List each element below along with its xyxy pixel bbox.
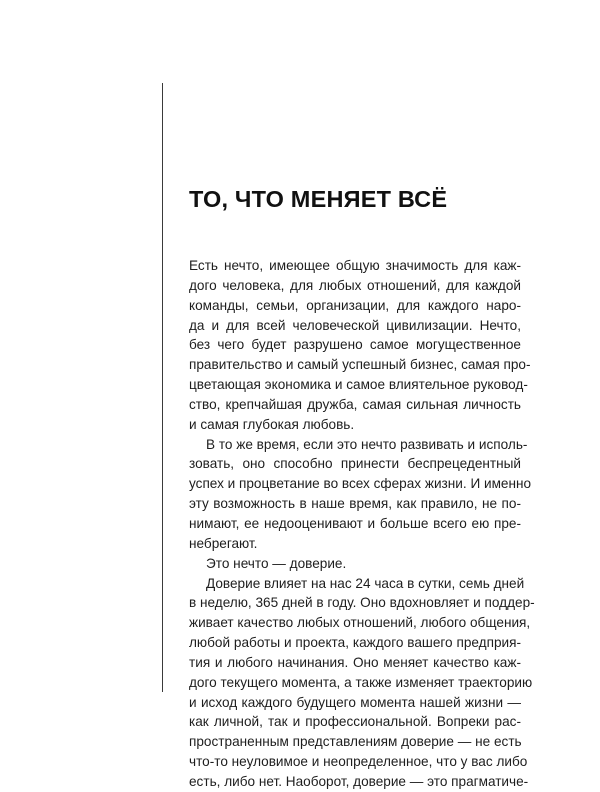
text-line: и самая глубокая любовь. <box>189 416 355 432</box>
text-line: тия и любого начинания. Оно меняет качество каж- <box>189 654 521 670</box>
text-line: дого человека, для любых отношений, для каждой <box>189 277 521 293</box>
chapter-body <box>189 256 535 792</box>
text-line: команды, семьи, организации, для каждого наро- <box>189 297 521 313</box>
text-line: пространенным представлениям доверие — не есть <box>189 734 522 750</box>
text-line: любой работы и проекта, каждого вашего предприя- <box>189 635 521 651</box>
text-line: без чего будет разрушено самое могущественное <box>189 337 521 353</box>
text-line: ство, крепчайшая дружба, самая сильная личность <box>189 396 521 412</box>
text-line: Есть нечто, имеющее общую значимость для каж- <box>189 258 521 273</box>
text-line: что-то неуловимое и неопределенное, что у вас либо <box>189 754 528 770</box>
text-line: дого текущего момента, а также изменяет траекторию <box>189 674 533 690</box>
text-line: да и для всей человеческой цивилизации. Нечто, <box>189 317 521 333</box>
text-line: нимают, ее недооценивают и больше всего ею пре- <box>189 515 521 531</box>
text-line: и исход каждого будущего момента нашей жизни — <box>189 694 521 710</box>
text-line: цветающая экономика и самое влиятельное руковод- <box>189 377 528 393</box>
text-line: зовать, оно способно принести беспрецедентный <box>189 456 521 472</box>
text-line: В то же время, если это нечто развивать и исполь- <box>206 436 528 452</box>
text-line: Это нечто — доверие. <box>206 555 347 571</box>
text-line: небрегают. <box>189 535 258 551</box>
text-line: эту возможность в наше время, как правило, не по- <box>189 496 521 512</box>
text-line: в неделю, 365 дней в году. Оно вдохновляет и поддер- <box>189 595 535 611</box>
chapter-title: ТО, ЧТО МЕНЯЕТ ВСЁ <box>189 186 448 212</box>
text-line: правительство и самый успешный бизнес, самая про- <box>189 357 531 373</box>
text-line: Доверие влияет на нас 24 часа в сутки, семь дней <box>206 575 525 591</box>
text-line: живает качество любых отношений, любого общения, <box>189 615 531 631</box>
text-line: как личной, так и профессиональной. Вопреки рас- <box>189 714 521 730</box>
text-line: есть, либо нет. Наоборот, доверие — это прагматиче- <box>189 773 529 789</box>
text-line: успех и процветание во всех сферах жизни. И именно <box>189 476 532 492</box>
margin-rule <box>162 83 163 692</box>
